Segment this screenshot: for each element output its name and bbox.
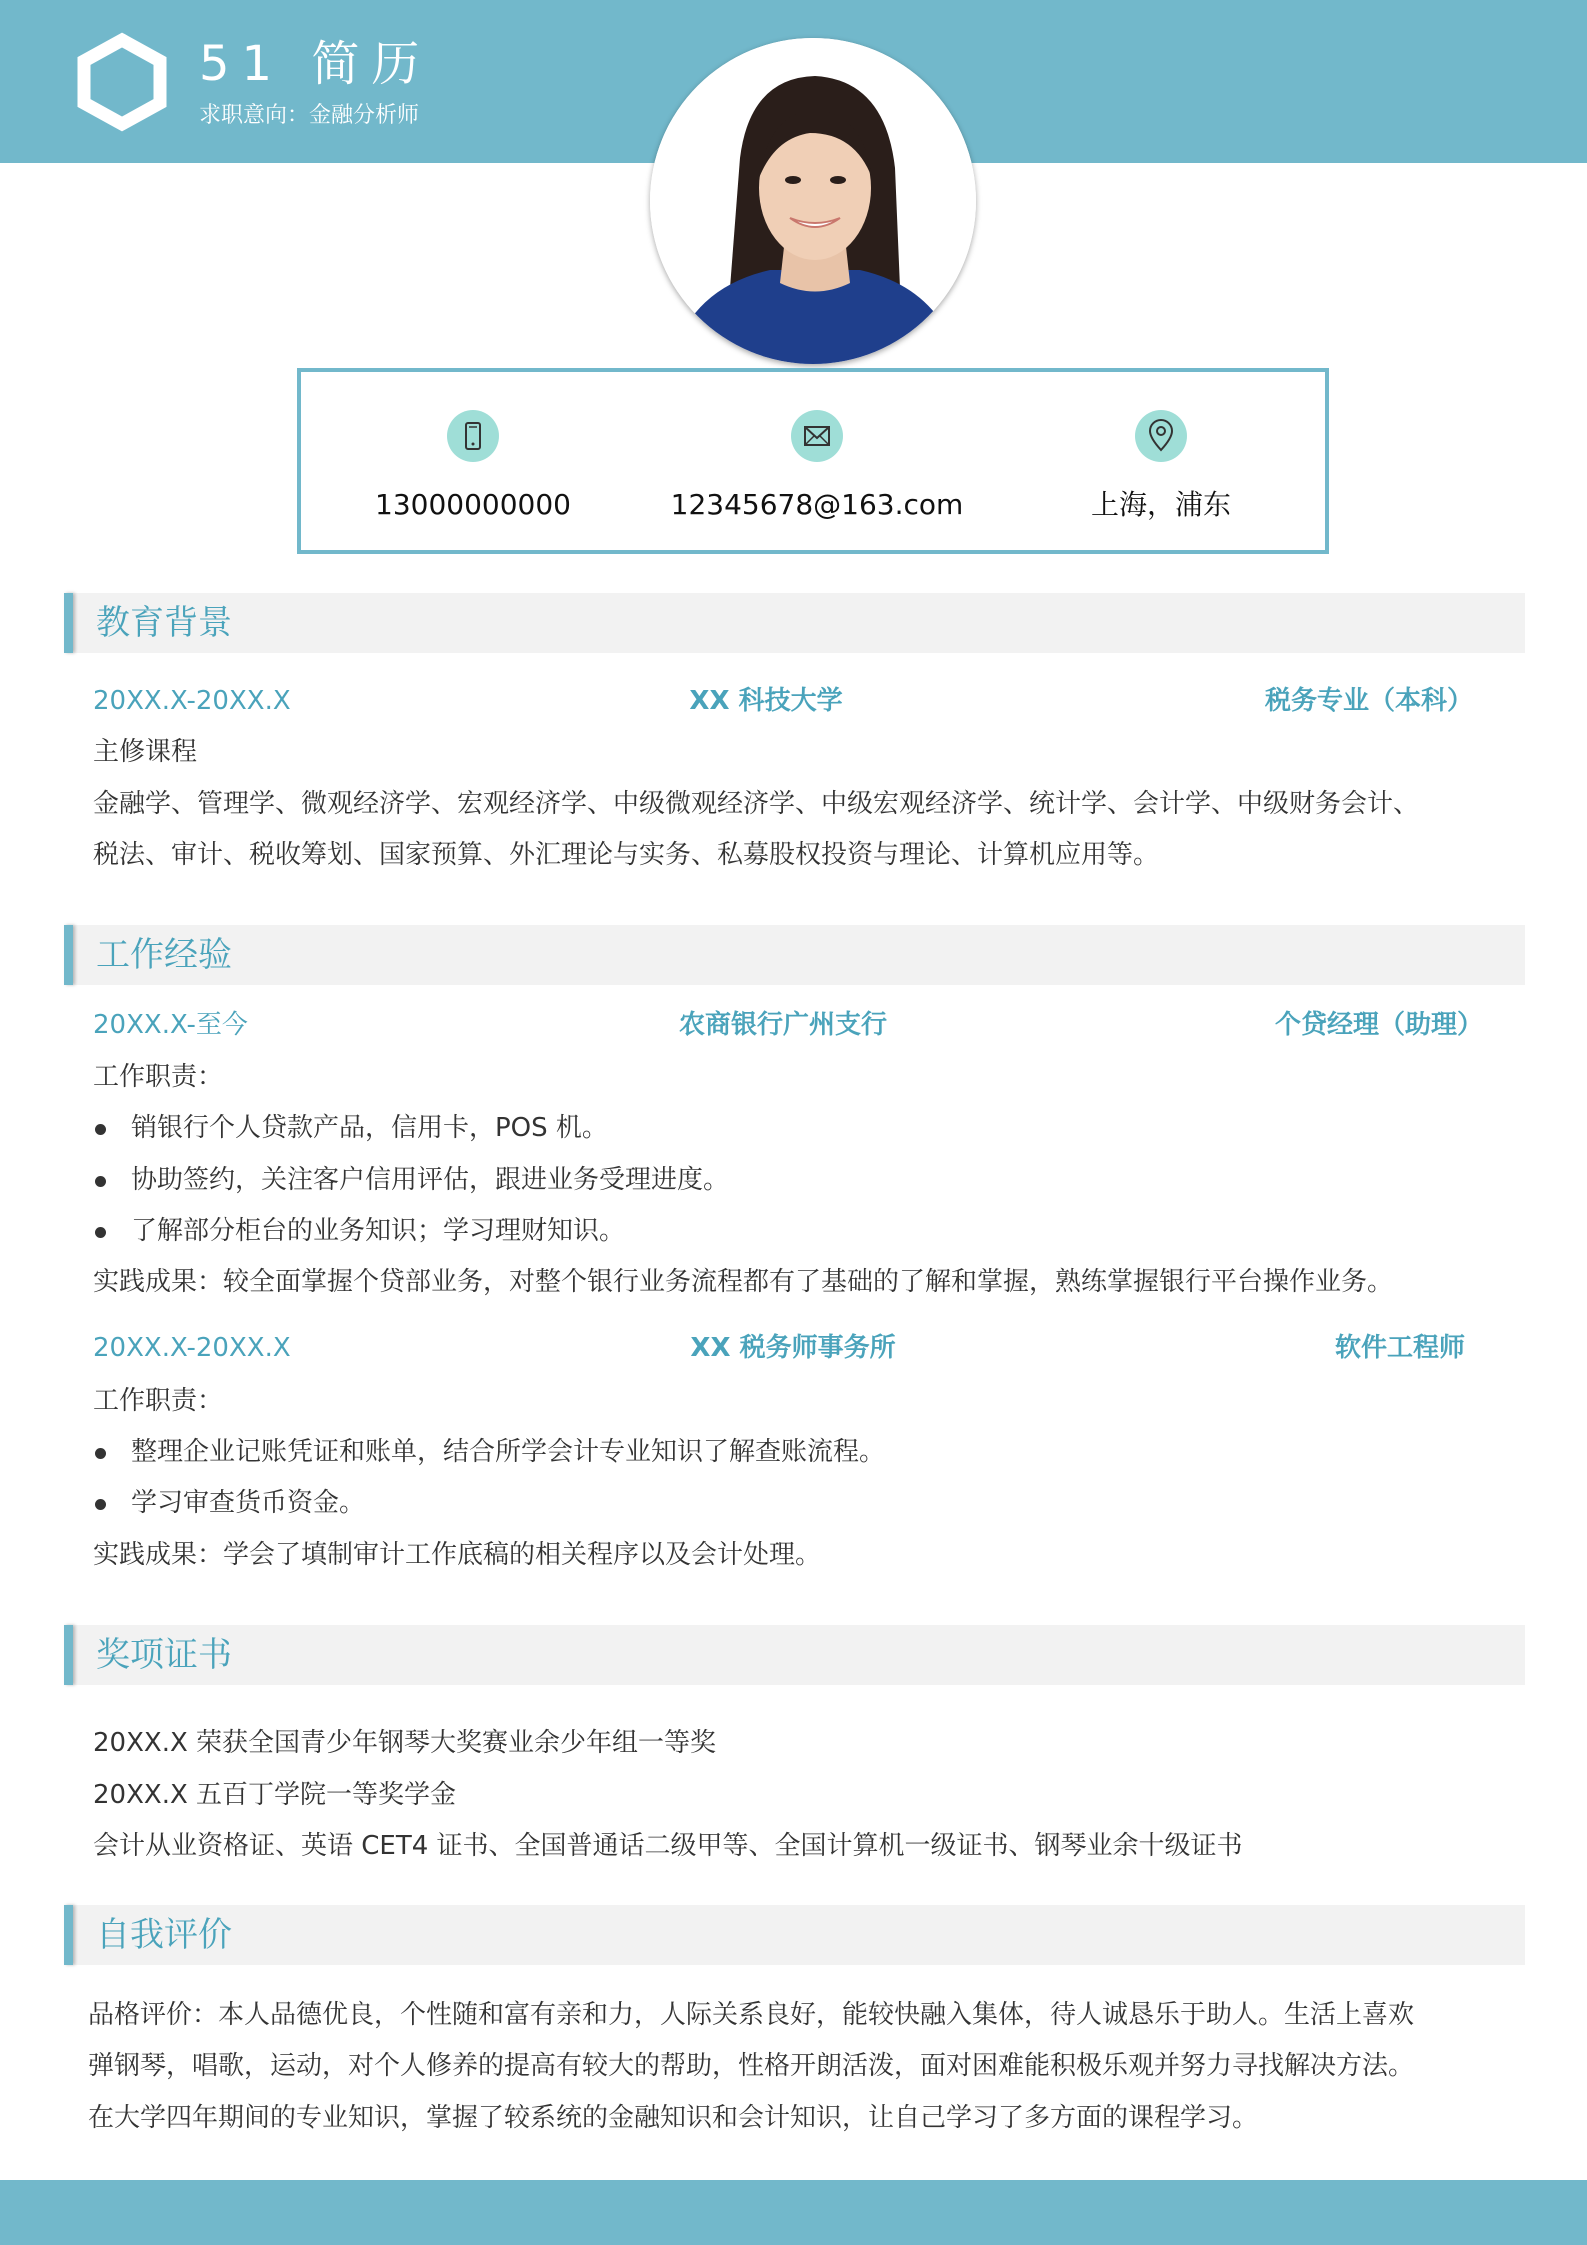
section-work: [64, 925, 1525, 985]
job-company: 农商银行广州支行: [678, 1010, 888, 1040]
section-education: [64, 593, 1525, 653]
job-role: 软件工程师: [1335, 1333, 1466, 1363]
map-pin-icon: [1135, 410, 1187, 462]
section-title-education: 教育背景: [96, 603, 232, 643]
certificates-line: 会计从业资格证、英语 CET4 证书、全国普通话二级甲等、全国计算机一级证书、钢琴业余十级证书: [93, 1831, 1243, 1861]
bullet-icon: [95, 1124, 106, 1135]
job-result: 实践成果：学会了填制审计工作底稿的相关程序以及会计处理。: [93, 1540, 822, 1570]
education-school: XX 科技大学: [689, 686, 843, 716]
section-marker: [64, 925, 73, 985]
section-title-self-eval: 自我评价: [96, 1915, 232, 1955]
section-marker: [64, 1905, 73, 1965]
location: 上海，浦东: [1090, 488, 1231, 521]
bullet-icon: [95, 1227, 106, 1238]
award-item: 20XX.X 五百丁学院一等奖学金: [93, 1780, 457, 1810]
contact-location: [989, 372, 1333, 550]
envelope-icon: [791, 410, 843, 462]
section-marker: [64, 593, 73, 653]
phone-icon: [447, 410, 499, 462]
bullet-icon: [95, 1448, 106, 1459]
courses-line: 税法、审计、税收筹划、国家预算、外汇理论与实务、私募股权投资与理论、计算机应用等。: [93, 840, 1160, 870]
courses-label: 主修课程: [93, 737, 198, 767]
section-awards: [64, 1625, 1525, 1685]
job-role: 个贷经理（助理）: [1275, 1010, 1484, 1040]
education-period: 20XX.X-20XX.X: [93, 686, 291, 716]
section-title-awards: 奖项证书: [96, 1635, 232, 1675]
contact-phone: [301, 372, 645, 550]
section-marker: [64, 1625, 73, 1685]
education-major: 税务专业（本科）: [1265, 686, 1474, 716]
job-row: [93, 1328, 1493, 1368]
section-self-eval: [64, 1905, 1525, 1965]
courses-line: 金融学、管理学、微观经济学、宏观经济学、中级微观经济学、中级宏观经济学、统计学、会计学、中级财务会计、: [93, 789, 1420, 819]
bullet-icon: [95, 1176, 106, 1187]
education-row: [93, 681, 1493, 721]
duties-label: 工作职责：: [93, 1386, 224, 1416]
job-company: XX 税务师事务所: [690, 1333, 896, 1363]
duties-label: 工作职责：: [93, 1062, 224, 1092]
job-intention: 求职意向：金融分析师: [199, 103, 420, 128]
footer-band: [0, 2180, 1587, 2245]
profile-photo: [650, 38, 976, 364]
job-row: [93, 1005, 1493, 1045]
contact-box: [297, 368, 1329, 554]
job-period: 20XX.X-20XX.X: [93, 1333, 291, 1363]
email-address[interactable]: 12345678@163.com: [670, 488, 964, 521]
self-eval-line: 弹钢琴，唱歌，运动，对个人修养的提高有较大的帮助，性格开朗活泼，面对困难能积极乐观并努力寻找解决方法。: [88, 2051, 1415, 2081]
self-eval-line: 品格评价：本人品德优良，个性随和富有亲和力，人际关系良好，能较快融入集体，待人诚恳乐于助人。生活上喜欢: [88, 2000, 1415, 2030]
section-title-work: 工作经验: [96, 935, 232, 975]
bullet-icon: [95, 1499, 106, 1510]
job-period: 20XX.X-至今: [93, 1010, 248, 1040]
brand-title: 51 简历: [199, 36, 432, 92]
contact-email: [645, 372, 989, 550]
hexagon-logo-icon: [76, 32, 168, 132]
award-item: 20XX.X 荣获全国青少年钢琴大奖赛业余少年组一等奖: [93, 1728, 717, 1758]
phone-number[interactable]: 13000000000: [375, 488, 571, 521]
job-result: 实践成果：较全面掌握个贷部业务，对整个银行业务流程都有了基础的了解和掌握，熟练掌握银行平台操作业务。: [93, 1267, 1394, 1297]
self-eval-line: 在大学四年期间的专业知识，掌握了较系统的金融知识和会计知识，让自己学习了多方面的课程学习。: [88, 2103, 1259, 2133]
